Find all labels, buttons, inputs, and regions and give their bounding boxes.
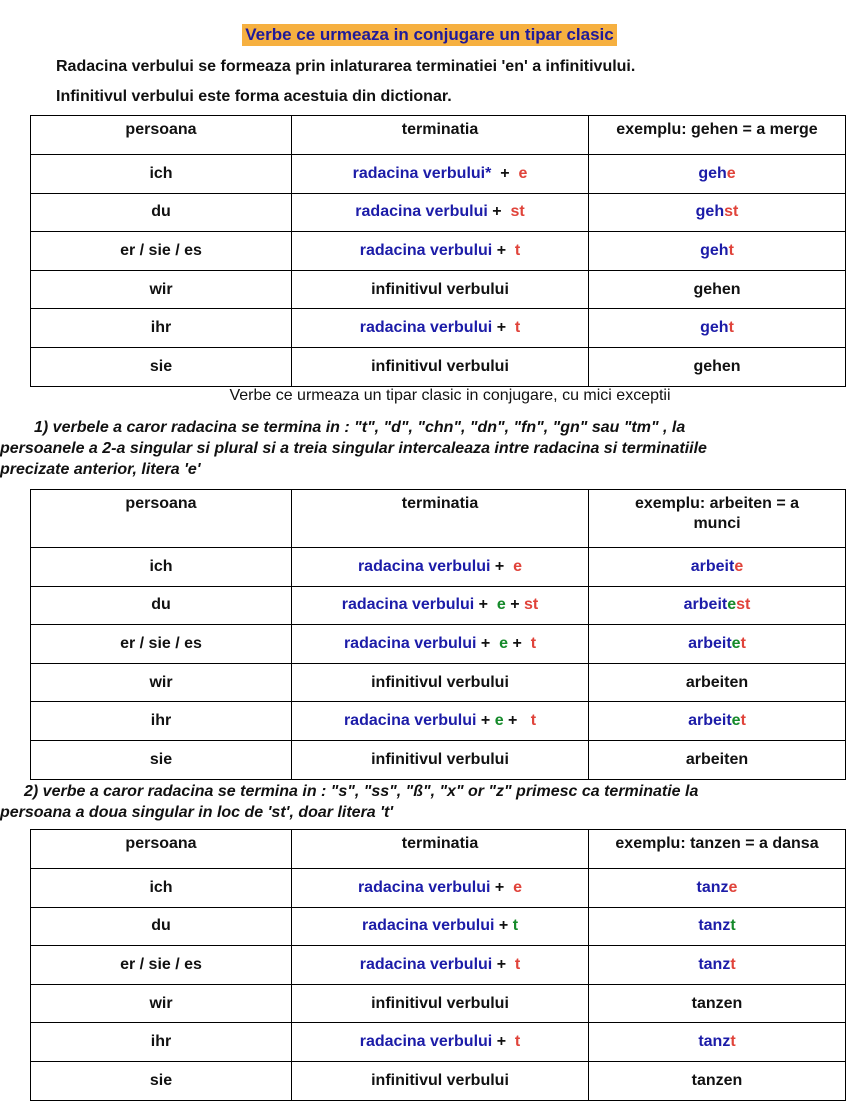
segment-red: t bbox=[530, 634, 537, 652]
segment-black: gehen bbox=[693, 280, 741, 298]
segment-blue: geh bbox=[698, 164, 727, 182]
cell-example bbox=[589, 625, 846, 664]
segment-black: + bbox=[478, 596, 497, 614]
cell-person: du bbox=[31, 586, 292, 625]
cell-example bbox=[589, 586, 846, 625]
segment-green: t bbox=[730, 917, 736, 935]
cell-person: sie bbox=[31, 347, 292, 386]
segment-black: + bbox=[503, 712, 531, 730]
segment-red: t bbox=[730, 1033, 736, 1051]
table-row bbox=[31, 740, 846, 779]
segment-black: + bbox=[496, 955, 515, 973]
table-row bbox=[31, 270, 846, 309]
cell-person: ihr bbox=[31, 1023, 292, 1062]
segment-black: + bbox=[508, 634, 531, 652]
segment-black: + bbox=[498, 917, 513, 935]
segment-red: t bbox=[728, 319, 734, 337]
segment-black: + bbox=[496, 319, 515, 337]
segment-red: e bbox=[513, 557, 523, 575]
header-exemplu: exemplu: tanzen = a dansa bbox=[589, 830, 846, 869]
cell-person: du bbox=[31, 193, 292, 232]
cell-ending-rule bbox=[292, 347, 589, 386]
cell-ending-rule bbox=[292, 193, 589, 232]
table-row bbox=[31, 907, 846, 946]
cell-example bbox=[589, 155, 846, 194]
segment-blue: radacina verbului bbox=[361, 917, 499, 935]
header-persoana: persoana bbox=[31, 490, 292, 548]
segment-red: st bbox=[510, 203, 525, 221]
table-row bbox=[31, 625, 846, 664]
header-terminatia: terminatia bbox=[292, 830, 589, 869]
cell-example bbox=[589, 740, 846, 779]
segment-blue: geh bbox=[700, 241, 729, 259]
segment-black: infinitivul verbului bbox=[371, 1071, 509, 1089]
cell-ending-rule bbox=[292, 869, 589, 908]
segment-blue: geh bbox=[695, 203, 725, 221]
page-title: Verbe ce urmeaza in conjugare un tipar clasic bbox=[242, 24, 616, 46]
note-1-line-1: 1) verbele a caror radacina se termina in : "t", "d", "chn", "dn", "fn", "gn" sau "tm" , la bbox=[34, 419, 686, 436]
segment-green: e bbox=[731, 634, 741, 652]
note-2-line-2: persoana a doua singular in loc de 'st', doar litera 't' bbox=[0, 804, 394, 821]
table-row bbox=[31, 869, 846, 908]
segment-blue: radacina verbului bbox=[357, 557, 495, 575]
segment-black: + bbox=[505, 596, 525, 614]
cell-ending-rule bbox=[292, 663, 589, 702]
segment-black: arbeiten bbox=[685, 750, 749, 768]
table-row bbox=[31, 586, 846, 625]
table-row bbox=[31, 309, 846, 348]
segment-red: t bbox=[514, 241, 521, 259]
segment-black: gehen bbox=[693, 357, 741, 375]
segment-red: e bbox=[726, 164, 736, 182]
table-header-row bbox=[31, 830, 846, 869]
table-row bbox=[31, 702, 846, 741]
segment-blue: radacina verbului bbox=[359, 1033, 497, 1051]
segment-blue: arbeit bbox=[688, 634, 732, 652]
segment-green: e bbox=[494, 712, 504, 730]
cell-person: sie bbox=[31, 1061, 292, 1100]
segment-black: + bbox=[492, 203, 511, 221]
segment-red: e bbox=[513, 878, 523, 896]
conjugation-table-arbeiten bbox=[30, 489, 846, 780]
table-row bbox=[31, 984, 846, 1023]
cell-example bbox=[589, 663, 846, 702]
segment-black: infinitivul verbului bbox=[371, 357, 509, 375]
cell-person: ich bbox=[31, 155, 292, 194]
cell-example bbox=[589, 1023, 846, 1062]
cell-ending-rule bbox=[292, 946, 589, 985]
segment-red: t bbox=[730, 955, 736, 973]
cell-person: er / sie / es bbox=[31, 946, 292, 985]
segment-blue: radacina verbului bbox=[359, 241, 497, 259]
table-row bbox=[31, 946, 846, 985]
cell-person: ich bbox=[31, 548, 292, 587]
segment-black: + bbox=[496, 1033, 515, 1051]
header-persoana: persoana bbox=[31, 830, 292, 869]
cell-person: sie bbox=[31, 740, 292, 779]
intro-line-2: Infinitivul verbului este forma acestuia din dictionar. bbox=[56, 88, 452, 105]
header-exemplu: exemplu: gehen = a merge bbox=[589, 116, 846, 155]
segment-black: infinitivul verbului bbox=[371, 673, 509, 691]
cell-person: wir bbox=[31, 663, 292, 702]
conjugation-table-gehen bbox=[30, 115, 846, 387]
segment-blue: radacina verbului bbox=[359, 955, 497, 973]
table-row bbox=[31, 1061, 846, 1100]
cell-ending-rule bbox=[292, 702, 589, 741]
segment-black: + bbox=[494, 557, 514, 575]
cell-person: wir bbox=[31, 270, 292, 309]
segment-green: e bbox=[731, 712, 741, 730]
segment-blue: radacina verbului bbox=[343, 634, 481, 652]
segment-red: t bbox=[530, 712, 537, 730]
segment-green: t bbox=[512, 917, 519, 935]
segment-blue: radacina verbului bbox=[343, 712, 477, 730]
segment-blue: tanz bbox=[698, 955, 731, 973]
table-header-row bbox=[31, 490, 846, 548]
cell-ending-rule bbox=[292, 625, 589, 664]
cell-example bbox=[589, 347, 846, 386]
cell-person: ihr bbox=[31, 702, 292, 741]
segment-blue: geh bbox=[700, 319, 729, 337]
table-row bbox=[31, 193, 846, 232]
header-exemplu: exemplu: arbeiten = a munci bbox=[589, 490, 846, 548]
segment-red: st bbox=[524, 596, 539, 614]
title-wrapper bbox=[0, 24, 859, 46]
segment-blue: radacina verbului* bbox=[352, 164, 496, 182]
table-caption: Verbe ce urmeaza un tipar clasic in conjugare, cu mici exceptii bbox=[229, 387, 671, 404]
segment-blue: arbeit bbox=[688, 712, 732, 730]
cell-ending-rule bbox=[292, 586, 589, 625]
segment-blue: tanz bbox=[698, 917, 731, 935]
segment-blue: tanz bbox=[696, 878, 729, 896]
segment-black: infinitivul verbului bbox=[371, 994, 509, 1012]
cell-example bbox=[589, 1061, 846, 1100]
segment-blue: radacina verbului bbox=[359, 319, 497, 337]
segment-black: + bbox=[476, 712, 495, 730]
segment-blue: radacina verbului bbox=[341, 596, 479, 614]
segment-red: t bbox=[740, 634, 746, 652]
segment-red: t bbox=[514, 955, 521, 973]
segment-green: e bbox=[499, 634, 509, 652]
note-2-line-1: 2) verbe a caror radacina se termina in : "s", "ss", "ß", "x" or "z" primesc ca terminatie la bbox=[24, 783, 699, 800]
segment-blue: arbeit bbox=[690, 557, 735, 575]
note-1-line-3: precizate anterior, litera 'e' bbox=[0, 461, 201, 478]
table-row bbox=[31, 155, 846, 194]
segment-green: e bbox=[496, 596, 506, 614]
segment-black: + bbox=[494, 878, 514, 896]
note-1 bbox=[0, 417, 859, 480]
segment-black: tanzen bbox=[691, 1071, 743, 1089]
segment-red: st bbox=[724, 203, 739, 221]
header-terminatia: terminatia bbox=[292, 116, 589, 155]
segment-black: + bbox=[496, 241, 515, 259]
table-row bbox=[31, 232, 846, 271]
segment-black: tanzen bbox=[691, 994, 743, 1012]
header-terminatia: terminatia bbox=[292, 490, 589, 548]
header-persoana: persoana bbox=[31, 116, 292, 155]
table-row bbox=[31, 663, 846, 702]
segment-black: + bbox=[495, 164, 519, 182]
table-row bbox=[31, 347, 846, 386]
segment-black: infinitivul verbului bbox=[371, 280, 509, 298]
cell-ending-rule bbox=[292, 548, 589, 587]
cell-example bbox=[589, 193, 846, 232]
conjugation-table-tanzen bbox=[30, 829, 846, 1101]
cell-example bbox=[589, 984, 846, 1023]
segment-blue: radacina verbului bbox=[355, 203, 493, 221]
intro-line-1: Radacina verbului se formeaza prin inlaturarea terminatiei 'en' a infinitivului. bbox=[56, 58, 636, 75]
segment-blue: arbeit bbox=[683, 596, 728, 614]
cell-ending-rule bbox=[292, 309, 589, 348]
segment-black: + bbox=[480, 634, 500, 652]
cell-example bbox=[589, 232, 846, 271]
cell-example bbox=[589, 309, 846, 348]
segment-blue: radacina verbului bbox=[357, 878, 495, 896]
note-1-line-2: persoanele a 2-a singular si plural si a treia singular intercaleaza intre radacina si terminatiile bbox=[0, 440, 707, 457]
cell-person: ich bbox=[31, 869, 292, 908]
cell-person: ihr bbox=[31, 309, 292, 348]
cell-ending-rule bbox=[292, 984, 589, 1023]
cell-person: du bbox=[31, 907, 292, 946]
segment-red: t bbox=[514, 319, 521, 337]
cell-person: er / sie / es bbox=[31, 232, 292, 271]
cell-example bbox=[589, 548, 846, 587]
table-row bbox=[31, 1023, 846, 1062]
table-row bbox=[31, 548, 846, 587]
cell-example bbox=[589, 270, 846, 309]
cell-person: wir bbox=[31, 984, 292, 1023]
cell-person: er / sie / es bbox=[31, 625, 292, 664]
segment-red: t bbox=[740, 712, 746, 730]
cell-example bbox=[589, 946, 846, 985]
cell-ending-rule bbox=[292, 232, 589, 271]
cell-ending-rule bbox=[292, 907, 589, 946]
cell-ending-rule bbox=[292, 1061, 589, 1100]
segment-red: st bbox=[736, 596, 751, 614]
cell-ending-rule bbox=[292, 1023, 589, 1062]
cell-ending-rule bbox=[292, 740, 589, 779]
segment-black: infinitivul verbului bbox=[371, 750, 509, 768]
segment-red: t bbox=[514, 1033, 521, 1051]
segment-red: e bbox=[728, 878, 738, 896]
segment-red: e bbox=[734, 557, 744, 575]
cell-ending-rule bbox=[292, 270, 589, 309]
segment-black: arbeiten bbox=[685, 673, 749, 691]
note-2 bbox=[0, 781, 859, 823]
table-header-row bbox=[31, 116, 846, 155]
cell-example bbox=[589, 907, 846, 946]
segment-blue: tanz bbox=[698, 1033, 731, 1051]
cell-example bbox=[589, 869, 846, 908]
cell-example bbox=[589, 702, 846, 741]
segment-green: e bbox=[727, 596, 737, 614]
segment-red: e bbox=[518, 164, 528, 182]
segment-red: t bbox=[728, 241, 734, 259]
cell-ending-rule bbox=[292, 155, 589, 194]
